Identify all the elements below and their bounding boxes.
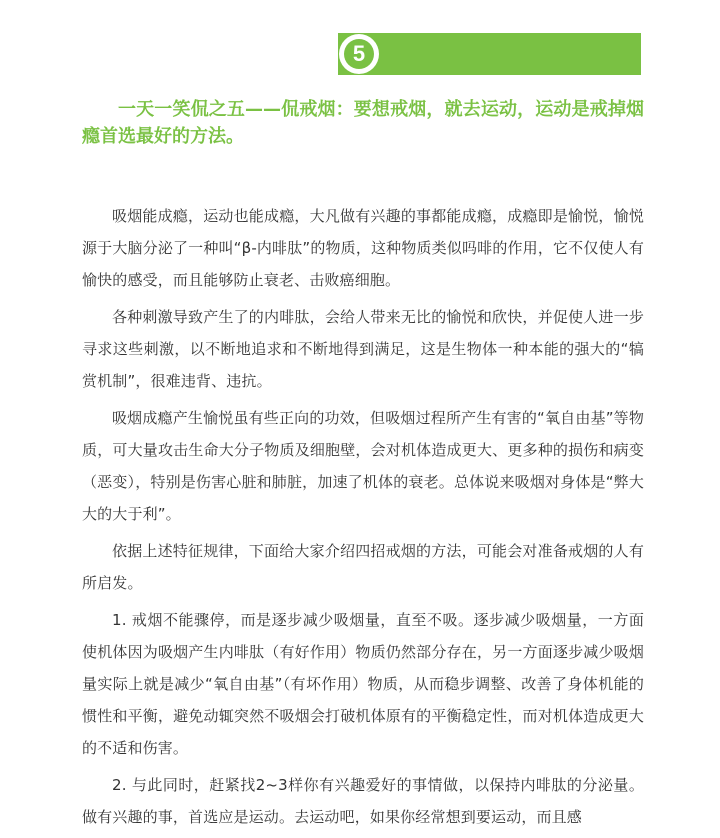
article-body	[82, 200, 644, 838]
chapter-number: 5	[344, 39, 374, 69]
chapter-banner	[338, 33, 641, 75]
section-title: 一天一笑侃之五——侃戒烟：要想戒烟，就去运动，运动是戒掉烟瘾首选最好的方法。	[82, 99, 644, 147]
paragraph: 吸烟能成瘾，运动也能成瘾，大凡做有兴趣的事都能成瘾，成瘾即是愉悦，愉悦源于大脑分泌了一种叫“β-内啡肽”的物质，这种物质类似吗啡的作用，它不仅使人有愉快的感受，而且能够防止衰老、击败癌细胞。	[82, 207, 644, 289]
paragraph: 依据上述特征规律，下面给大家介绍四招戒烟的方法，可能会对准备戒烟的人有所启发。	[82, 542, 644, 592]
paragraph: 吸烟成瘾产生愉悦虽有些正向的功效，但吸烟过程所产生有害的“氧自由基”等物质，可大量攻击生命大分子物质及细胞壁，会对机体造成更大、更多种的损伤和病变（恶变），特别是伤害心脏和肺脏，加速了机体的衰老。总体说来吸烟对身体是“弊大大的大于利”。	[82, 409, 644, 523]
paragraph: 2. 与此同时，赶紧找2~3样你有兴趣爱好的事情做，以保持内啡肽的分泌量。做有兴趣的事，首选应是运动。去运动吧，如果你经常想到要运动，而且感	[82, 776, 644, 826]
paragraph: 各种刺激导致产生了的内啡肽，会给人带来无比的愉悦和欣快，并促使人进一步寻求这些刺激，以不断地追求和不断地得到满足，这是生物体一种本能的强大的“犒赏机制”，很难违背、违抗。	[82, 308, 644, 390]
paragraph: 1. 戒烟不能骤停，而是逐步减少吸烟量，直至不吸。逐步减少吸烟量，一方面使机体因为吸烟产生内啡肽（有好作用）物质仍然部分存在，另一方面逐步减少吸烟量实际上就是减少“氧自由基”（有坏作用）物质，从而稳步调整、改善了身体机能的惯性和平衡，避免动辄突然不吸烟会打破机体原有的平衡稳定性，而对机体造成更大的不适和伤害。	[82, 611, 644, 757]
